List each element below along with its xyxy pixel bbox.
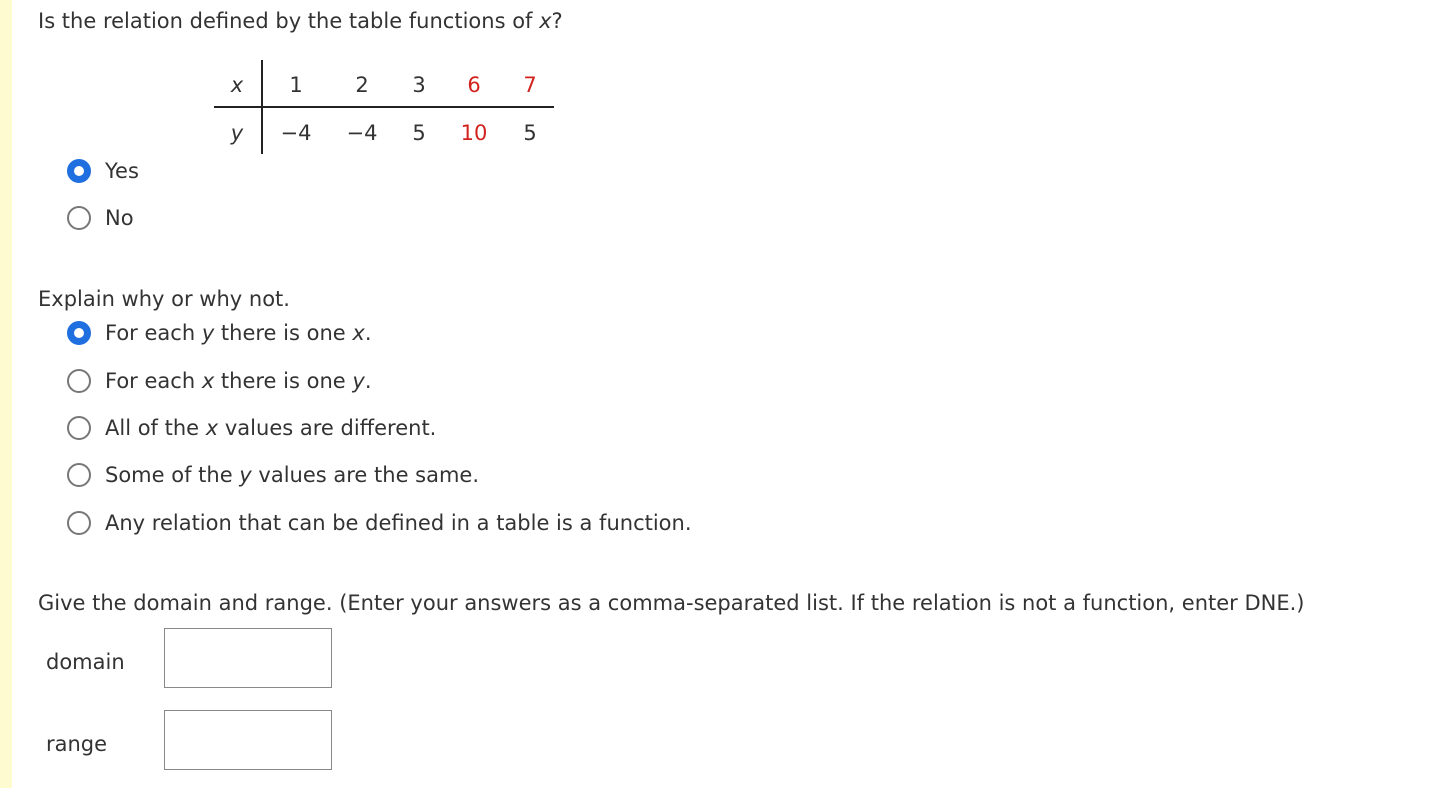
question-text-post: ? [551, 9, 563, 33]
table-y-label: y [230, 121, 244, 145]
explain-option[interactable] [67, 463, 479, 487]
question-text-pre: Is the relation defined by the table functions of [38, 9, 540, 33]
explain-option[interactable] [67, 321, 372, 345]
table-x-cell: 3 [412, 73, 426, 97]
explain-option-label: All of the x values are different. [105, 416, 437, 440]
table-y-cell: 5 [523, 121, 537, 145]
radio-unselected-icon[interactable] [67, 463, 91, 487]
radio-unselected-icon[interactable] [67, 416, 91, 440]
table-x-cell: 1 [289, 73, 303, 97]
range-label: range [46, 732, 108, 756]
radio-selected-icon[interactable] [67, 321, 91, 345]
option-yes-label: Yes [105, 159, 139, 183]
table-x-cell: 2 [355, 73, 369, 97]
domain-input[interactable] [164, 628, 332, 688]
radio-unselected-icon[interactable] [67, 206, 91, 230]
explain-option[interactable] [67, 416, 436, 440]
option-yes[interactable] [67, 159, 139, 183]
explain-option-label: For each x there is one y. [105, 369, 372, 393]
table-x-label: x [230, 73, 244, 97]
domain-label: domain [46, 650, 125, 674]
table-x-cell-highlighted: 7 [523, 73, 537, 97]
table-x-cell-highlighted: 6 [467, 73, 481, 97]
radio-unselected-icon[interactable] [67, 511, 91, 535]
question-text [38, 9, 563, 33]
option-no[interactable] [67, 206, 134, 230]
question-variable: x [539, 9, 552, 33]
left-margin-bar [0, 0, 12, 788]
table-y-cell-highlighted: 10 [460, 121, 488, 145]
explain-option[interactable] [67, 511, 692, 535]
explain-option[interactable] [67, 369, 372, 393]
table-horizontal-rule [214, 106, 554, 108]
explain-option-label: For each y there is one x. [105, 321, 372, 345]
domain-range-prompt: Give the domain and range. (Enter your answers as a comma-separated list. If the relation is not a function, enter DNE.) [38, 591, 1305, 615]
radio-selected-icon[interactable] [67, 159, 91, 183]
range-input[interactable] [164, 710, 332, 770]
table-y-cell: −4 [280, 121, 312, 145]
table-y-cell: −4 [346, 121, 378, 145]
radio-unselected-icon[interactable] [67, 369, 91, 393]
option-no-label: No [105, 206, 134, 230]
explain-prompt: Explain why or why not. [38, 287, 290, 311]
explain-option-label: Some of the y values are the same. [105, 463, 480, 487]
explain-option-label: Any relation that can be defined in a table is a function. [105, 511, 692, 535]
table-y-cell: 5 [412, 121, 426, 145]
